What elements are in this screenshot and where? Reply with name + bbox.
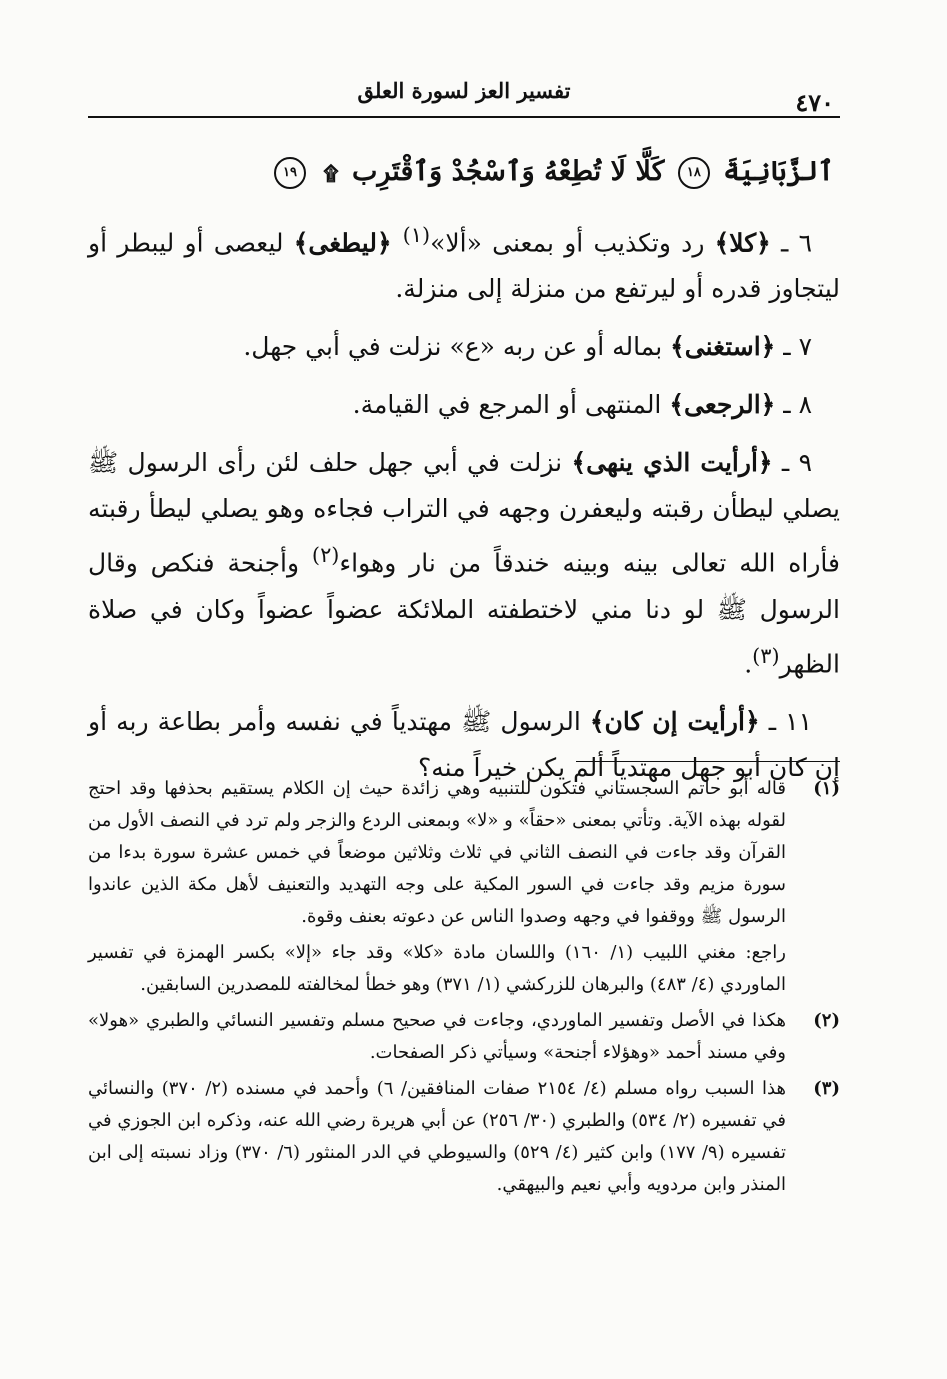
paragraph-text: ليعصى أو ليبطر أو ليتجاوز قدره أو ليرتفع من منزلة إلى منزلة. (88, 228, 840, 304)
quran-verse (88, 150, 834, 195)
footnote (88, 1005, 840, 1069)
book-page (88, 0, 840, 1379)
footnotes (88, 773, 840, 1205)
footnote-text: هكذا في الأصل وتفسير الماوردي، وجاءت في صحيح مسلم وتفسير النسائي والطبري «هولا» وفي مسند أحمد «وهؤلاء أجنحة» وسيأتي ذكر الصفحات. (88, 1010, 786, 1063)
verse-text-1: ٱلزَّبَانِيَةَ (723, 156, 834, 187)
commentary-body (88, 212, 840, 803)
footnote-ref[interactable]: (٢) (311, 543, 340, 568)
footnote-text: قاله أبو حاتم السجستاني فتكون للتنبيه وهي زائدة حيث إن الكلام يستقيم بحذفها وقد احتج لقوله بهذه الآية. وتأتي بمعنى «حقاً» و «لا» وبمعنى الردع والزجر ولم ترد في النصف الأول من القرآن وقد جاءت في النصف الثاني في ثلاث وثلاثين موضعاً في خمس عشرة سورة بدءا من سورة مزيم وقد جاءت في السور المكية على وجه التهديد والتعنيف لأهل مكة الذين عاندوا الرسول ﷺ ووقفوا في وجهه وصدوا الناس عن دعوته بعنف وقوة. (88, 778, 786, 927)
keyword: ﴿الرجعى﴾ (669, 390, 776, 420)
footnote (88, 773, 840, 1001)
running-title: تفسير العز لسورة العلق (357, 78, 571, 103)
sajda-icon: ۩ (323, 160, 339, 185)
footnote-ref[interactable]: (٣) (752, 643, 780, 668)
commentary-paragraph (88, 382, 840, 428)
keyword: ﴿ليطغى﴾ (293, 228, 403, 258)
keyword: ﴿أرأيت الذي ينهى﴾ (571, 448, 773, 478)
page-number: ٤٧٠ (795, 88, 834, 117)
paragraph-text: المنتهى أو المرجع في القيامة. (352, 390, 670, 420)
item-number: ١١ ـ (759, 706, 813, 736)
item-number: ٩ ـ (772, 448, 813, 478)
footnote-text: هذا السبب رواه مسلم (٤/ ٢١٥٤ صفات المنافقين/ ٦) وأحمد في مسنده (٢/ ٣٧٠) والنسائي في تفسيره (٢/ ٥٣٤) والطبري (٣٠/ ٢٥٦) عن أبي هريرة رضي الله عنه، وذكره ابن الجوزي في تفسيره (٩/ ١٧٧) وابن كثير (٤/ ٥٢٩) والسيوطي في الدر المنثور (٦/ ٣٧٠) وزاد نسبته إلى ابن المنذر وابن مردويه وأبي نعيم والبيهقي. (88, 1078, 786, 1195)
verse-text-2: كَلَّا لَا تُطِعْهُ وَٱسْجُدْ وَٱقْتَرِب (351, 156, 665, 187)
page-header (88, 74, 840, 117)
paragraph-text: وأجنحة فنكص وقال الرسول ﷺ لو دنا مني لاختطفته الملائكة عضواً عضواً وكان في صلاة الظهر (88, 548, 840, 678)
item-number: ٨ ـ (775, 390, 812, 420)
paragraph-text: . (744, 648, 753, 678)
verse-number-marker: ١٨ (678, 157, 710, 189)
footnote-mark: (١) (813, 778, 840, 799)
paragraph-text: نزلت في أبي جهل حلف لئن رأى الرسول ﷺ يصلي ليطأن رقبته وليعفرن وجهه في التراب فجاءه وهو يصلي ليطأ رقبته فأراه الله تعالى بينه وبينه خندقاً من نار وهواء (88, 448, 840, 578)
commentary-paragraph (88, 440, 840, 687)
footnote-mark: (٢) (813, 1010, 840, 1031)
keyword: ﴿أرأيت إن كان﴾ (589, 706, 760, 736)
header-rule (88, 116, 840, 118)
footnote-mark: (٣) (813, 1078, 840, 1099)
footnote-ref[interactable]: (١) (402, 223, 431, 247)
keyword: ﴿كلا﴾ (714, 228, 771, 258)
paragraph-text: الرسول ﷺ مهتدياً في نفسه وأمر بطاعة ربه أو إن كان أبو جهل مهتدياً ألم يكن خيراً منه؟ (88, 706, 840, 782)
footnote-separator (576, 761, 840, 762)
footnote (88, 1073, 840, 1201)
commentary-paragraph (88, 324, 840, 370)
paragraph-text: بماله أو عن ربه «ع» نزلت في أبي جهل. (243, 332, 671, 362)
item-number: ٦ ـ (770, 228, 813, 258)
item-number: ٧ ـ (775, 332, 812, 362)
paragraph-text: رد وتكذيب أو بمعنى «ألا» (430, 228, 715, 258)
keyword: ﴿استغنى﴾ (670, 332, 776, 362)
verse-number-marker: ١٩ (274, 157, 306, 189)
footnote-text: راجع: مغني اللبيب (١/ ١٦٠) واللسان مادة «كلا» وقد جاء «إلا» بكسر الهمزة في تفسير الماوردي (٤/ ٤٨٣) والبرهان للزركشي (١/ ٣٧١) وهو خطأ لمخالفته للمصدرين السابقين. (88, 942, 786, 995)
commentary-paragraph (88, 212, 840, 312)
